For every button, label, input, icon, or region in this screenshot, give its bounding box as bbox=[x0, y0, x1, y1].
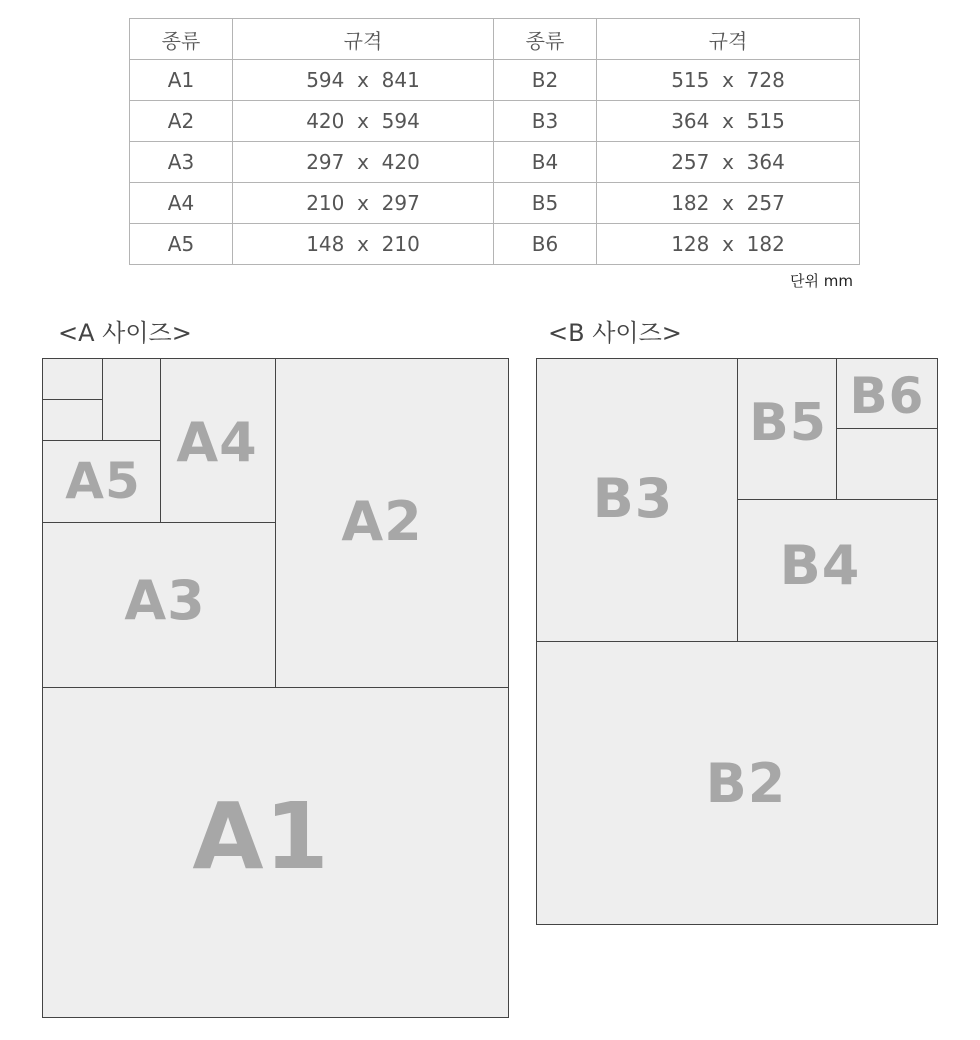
cell-type: B4 bbox=[494, 142, 597, 183]
divider-a5 bbox=[43, 440, 160, 441]
divider-a4 bbox=[160, 359, 161, 522]
header-type-a: 종류 bbox=[130, 19, 233, 60]
cell-spec: 515 x 728 bbox=[597, 60, 860, 101]
divider-b4 bbox=[737, 499, 937, 500]
cell-type: B3 bbox=[494, 101, 597, 142]
cell-spec: 594 x 841 bbox=[233, 60, 494, 101]
header-type-b: 종류 bbox=[494, 19, 597, 60]
cell-spec: 182 x 257 bbox=[597, 183, 860, 224]
cell-spec: 420 x 594 bbox=[233, 101, 494, 142]
label-a4: A4 bbox=[176, 411, 258, 474]
cell-type: B2 bbox=[494, 60, 597, 101]
cell-spec: 210 x 297 bbox=[233, 183, 494, 224]
b-size-diagram bbox=[536, 358, 938, 925]
label-b5: B5 bbox=[749, 393, 827, 453]
divider-a6 bbox=[102, 359, 103, 440]
paper-size-table bbox=[129, 18, 860, 265]
table-row bbox=[130, 224, 860, 265]
table-row bbox=[130, 101, 860, 142]
label-b3: B3 bbox=[592, 467, 674, 530]
label-a5: A5 bbox=[65, 452, 141, 510]
cell-type: A2 bbox=[130, 101, 233, 142]
divider-a2 bbox=[275, 359, 276, 687]
table-row bbox=[130, 183, 860, 224]
cell-type: A5 bbox=[130, 224, 233, 265]
label-b2: B2 bbox=[705, 752, 787, 815]
cell-type: B5 bbox=[494, 183, 597, 224]
cell-spec: 257 x 364 bbox=[597, 142, 860, 183]
divider-b3 bbox=[737, 359, 738, 641]
unit-label: 단위 mm bbox=[790, 272, 853, 290]
a-size-title: <A 사이즈> bbox=[58, 319, 192, 347]
cell-type: A3 bbox=[130, 142, 233, 183]
header-spec-a: 규격 bbox=[233, 19, 494, 60]
b-size-title: <B 사이즈> bbox=[548, 319, 682, 347]
divider-a1 bbox=[43, 687, 508, 688]
cell-type: A4 bbox=[130, 183, 233, 224]
table-row bbox=[130, 60, 860, 101]
table-row bbox=[130, 142, 860, 183]
cell-spec: 364 x 515 bbox=[597, 101, 860, 142]
label-a2: A2 bbox=[341, 490, 423, 553]
divider-a7 bbox=[43, 399, 102, 400]
a-size-diagram bbox=[42, 358, 509, 1018]
label-a1: A1 bbox=[192, 783, 330, 890]
cell-type: A1 bbox=[130, 60, 233, 101]
label-b4: B4 bbox=[779, 534, 861, 597]
label-a3: A3 bbox=[124, 569, 206, 632]
cell-spec: 297 x 420 bbox=[233, 142, 494, 183]
header-spec-b: 규격 bbox=[597, 19, 860, 60]
divider-b6 bbox=[836, 428, 937, 429]
cell-spec: 128 x 182 bbox=[597, 224, 860, 265]
divider-b5 bbox=[836, 359, 837, 499]
divider-a3 bbox=[43, 522, 275, 523]
cell-spec: 148 x 210 bbox=[233, 224, 494, 265]
cell-type: B6 bbox=[494, 224, 597, 265]
label-b6: B6 bbox=[849, 367, 925, 425]
divider-b2 bbox=[537, 641, 937, 642]
table-header-row bbox=[130, 19, 860, 60]
